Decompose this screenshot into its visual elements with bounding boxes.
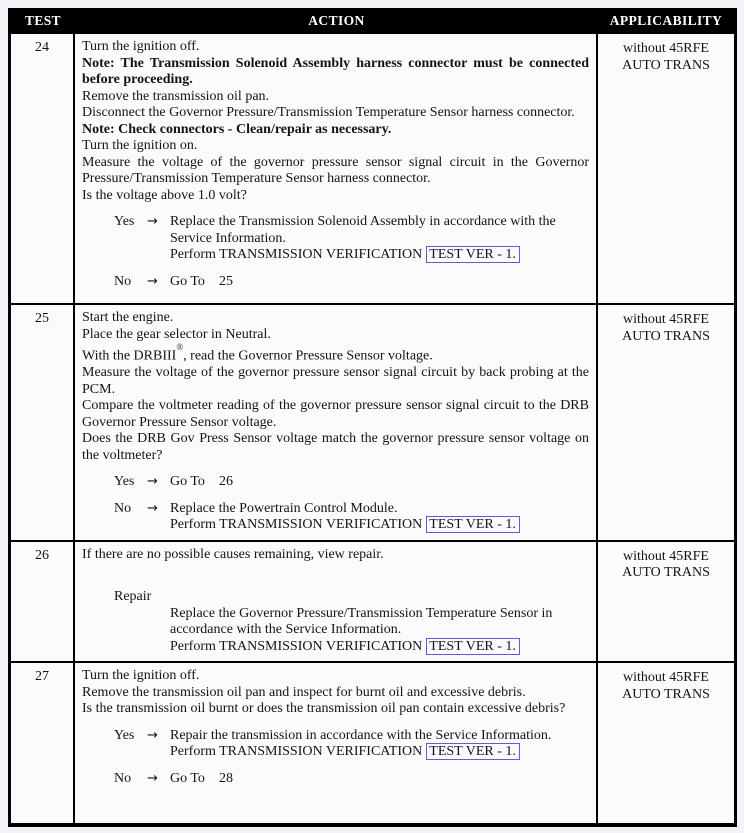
perform-text: Perform TRANSMISSION VERIFICATION [170,517,423,533]
action-paragraph: Turn the ignition off. [82,39,200,54]
test-ver-link[interactable]: TEST VER - 1. [426,638,520,655]
goto-line [170,274,589,291]
test-number-cell [11,542,75,662]
action-paragraph: Start the engine. [82,310,174,325]
applicability-cell [598,34,734,303]
arrow-right-icon: → [147,727,158,743]
goto-target: 25 [218,273,233,289]
column-header-applicability: APPLICABILITY [609,13,723,29]
perform-line [170,744,589,761]
perform-line [170,517,589,534]
result-body [170,501,589,534]
table-header-row [11,11,734,32]
result-text: Replace the Transmission Solenoid Assembly in accordance with the Service Information. [170,214,556,246]
action-paragraph [82,343,589,365]
arrow-right-icon: → [147,474,158,490]
result-no [114,274,589,291]
applicability-line: without 45RFE [623,312,709,327]
test-number: 25 [35,311,49,326]
applicability-line: AUTO TRANS [622,565,710,581]
action-paragraph: Turn the ignition on. [82,138,198,153]
result-text: Replace the Powertrain Control Module. [170,500,398,516]
result-yes [114,214,589,264]
test-number-cell [11,305,75,540]
test-ver-link[interactable]: TEST VER - 1. [426,516,520,533]
test-number: 24 [35,40,49,55]
result-label: Yes [114,474,135,490]
result-label: No [114,500,132,516]
applicability-cell [598,542,734,662]
test-number: 26 [35,547,49,563]
column-header-test: TEST [24,13,62,29]
goto-text: Go To [170,273,205,289]
applicability-line: without 45RFE [623,548,709,564]
drbiii-text-rest: , read the Governor Pressure Sensor voltage. [183,348,433,364]
drbiii-text: With the DRBIII [82,348,177,364]
test-number-cell [11,34,75,303]
action-note-paragraph: Note: Check connectors - Clean/repair as necessary. [82,121,392,137]
table-row-test-25 [11,303,734,540]
action-paragraph: Measure the voltage of the governor pressure sensor signal circuit in the Governor Pressure/Transmission Temperature Sensor harness connector. [82,154,589,186]
test-number-cell [11,663,75,823]
action-note-paragraph: Note: The Transmission Solenoid Assembly harness connector must be connected before proceeding. [82,55,589,87]
action-paragraph: Measure the voltage of the governor pressure sensor signal circuit by back probing at the PCM. [82,365,589,397]
result-no [114,501,589,534]
result-body [170,728,589,761]
action-paragraph: Place the gear selector in Neutral. [82,326,271,342]
result-label: No [114,770,132,786]
result-no [114,771,589,788]
action-cell [75,663,598,823]
result-body [170,771,589,788]
action-paragraph: Compare the voltmeter reading of the governor pressure sensor signal circuit to the DRB Governor Pressure Sensor voltage. [82,398,589,430]
applicability-line: AUTO TRANS [622,57,710,73]
registered-trademark-icon: ® [176,342,184,352]
action-cell [75,34,598,303]
perform-text: Perform TRANSMISSION VERIFICATION [170,247,423,262]
diagnostic-test-table [8,8,737,827]
applicability-cell [598,305,734,540]
result-body [170,274,589,291]
goto-line [170,771,589,788]
action-paragraph: Remove the transmission oil pan and inspect for burnt oil and excessive debris. [82,684,526,700]
applicability-line: AUTO TRANS [622,328,710,344]
perform-text: Perform TRANSMISSION VERIFICATION [170,638,423,654]
table-row-test-24 [11,32,734,303]
action-paragraph: Turn the ignition off. [82,668,200,684]
arrow-right-icon: → [147,500,158,516]
table-row-test-27 [11,661,734,823]
applicability-line: without 45RFE [623,670,709,686]
result-label: No [114,273,132,289]
result-label: Yes [114,727,135,743]
action-cell [75,305,598,540]
test-ver-link[interactable]: TEST VER - 1. [426,246,520,263]
result-body [170,606,589,656]
result-yes [114,474,589,491]
goto-text: Go To [170,770,205,786]
action-paragraph: Disconnect the Governor Pressure/Transmission Temperature Sensor harness connector. [82,105,575,120]
result-label: Yes [114,214,135,229]
action-question: Is the voltage above 1.0 volt? [82,187,247,203]
result-text: Repair the transmission in accordance with the Service Information. [170,727,552,743]
applicability-cell [598,663,734,823]
action-cell [75,542,598,662]
perform-line [170,639,589,656]
result-body [170,214,589,264]
action-question: Does the DRB Gov Press Sensor voltage match the governor pressure sensor voltage on the voltmeter? [82,431,589,463]
applicability-line: AUTO TRANS [622,686,710,702]
goto-target: 26 [218,474,233,490]
goto-target: 28 [218,770,233,786]
result-yes [114,728,589,761]
result-body [170,474,589,491]
test-ver-link[interactable]: TEST VER - 1. [426,743,520,760]
perform-line [170,247,589,264]
arrow-right-icon: → [147,214,158,229]
result-text: Replace the Governor Pressure/Transmission Temperature Sensor in accordance with the Service Information. [170,605,553,638]
action-question: Is the transmission oil burnt or does the transmission oil pan contain excessive debris? [82,701,566,717]
goto-line [170,474,589,491]
result-repair [114,589,589,655]
perform-text: Perform TRANSMISSION VERIFICATION [170,744,423,760]
result-label: Repair [114,589,152,605]
applicability-line: without 45RFE [623,41,709,56]
action-paragraph: Remove the transmission oil pan. [82,88,270,104]
test-number: 27 [35,669,49,685]
action-paragraph: If there are no possible causes remaining, view repair. [82,546,384,562]
arrow-right-icon: → [147,273,158,289]
goto-text: Go To [170,474,205,490]
arrow-right-icon: → [147,770,158,786]
table-row-test-26 [11,540,734,662]
column-header-action: ACTION [308,13,365,29]
